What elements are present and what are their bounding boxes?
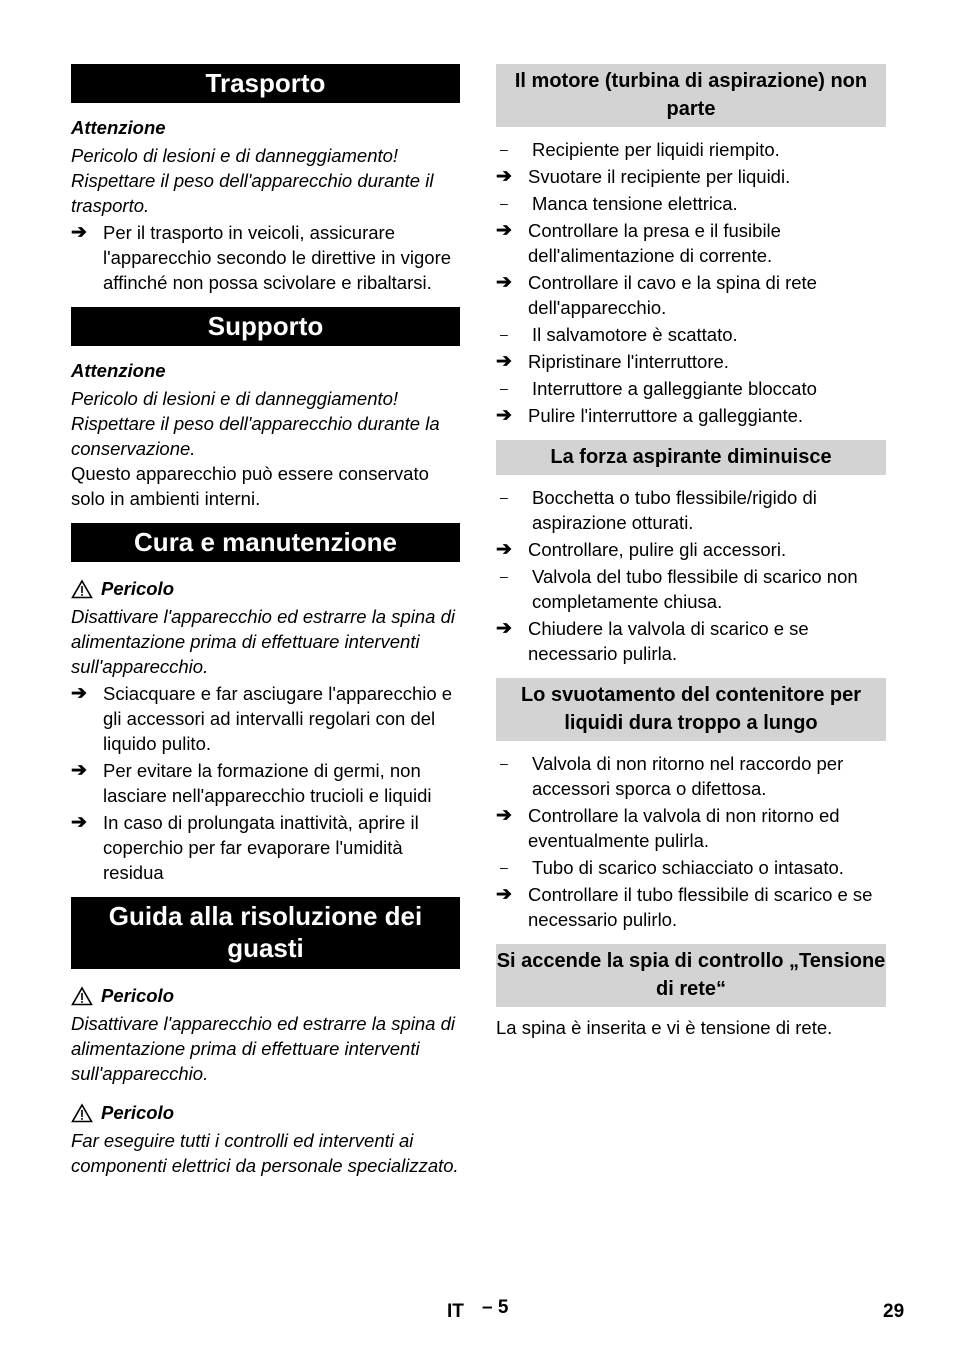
note-text: Pericolo di lesioni e di danneggiamento! Rispettare il peso dell'apparecchio durante il trasporto. [71,145,434,216]
list-item: – Manca tensione elettrica. [496,191,886,216]
list-item: – Tubo di scarico schiacciato o intasato. [496,855,886,880]
list-item: – Interruttore a galleggiante bloccato [496,376,886,401]
arrow-icon: ➔ [496,220,512,241]
section-title-forza: La forza aspirante diminuisce [496,440,886,475]
warning-label: Pericolo [101,578,174,599]
note-text: Pericolo di lesioni e di danneggiamento! Rispettare il peso dell'apparecchio durante la conservazione. [71,388,440,459]
section-title-motore: Il motore (turbina di aspirazione) non parte [496,64,886,127]
dash-icon: – [500,326,508,342]
warning-text: Far eseguire tutti i controlli ed interventi ai componenti elettrici da personale specializzato. [71,1130,459,1176]
warning-label: Pericolo [101,985,174,1006]
troubleshoot-list [496,137,886,428]
warning-heading [71,576,460,601]
footer-sub-page: – 5 [482,1297,509,1318]
list-item: – Il salvamotore è scattato. [496,322,886,347]
left-column [71,64,460,1178]
section-title-spia: Si accende la spia di controllo „Tensione di rete“ [496,944,886,1007]
warning-text: Disattivare l'apparecchio ed estrarre la spina di alimentazione prima di effettuare interventi sull'apparecchio. [71,606,456,677]
warning-triangle-icon [71,579,93,599]
list-item: ➔ Controllare il cavo e la spina di rete dell'apparecchio. [496,272,817,318]
warning-heading [71,1100,460,1125]
dash-icon: – [500,859,508,875]
section-title-svuotamento: Lo svuotamento del contenitore per liquidi dura troppo a lungo [496,678,886,741]
list-item: ➔ Ripristinare l'interruttore. [496,351,729,372]
section-title-guida: Guida alla risoluzione dei guasti [71,897,460,969]
list-item: ➔ Per evitare la formazione di germi, non lasciare nell'apparecchio trucioli e liquidi [71,760,432,806]
troubleshoot-list [496,751,886,932]
list-item: – Bocchetta o tubo flessibile/rigido di aspirazione otturati. [496,485,886,535]
arrow-icon: ➔ [496,539,512,560]
footer-language: IT [447,1301,464,1322]
dash-icon: – [500,141,508,157]
arrow-icon: ➔ [496,618,512,639]
right-column [496,64,886,1040]
list-item: ➔ Per il trasporto in veicoli, assicurare l'apparecchio secondo le direttive in vigore affinché non possa scivolare e ribaltarsi. [71,222,452,293]
list-item: ➔ Svuotare il recipiente per liquidi. [496,166,791,187]
list-item: ➔ Controllare la presa e il fusibile dell'alimentazione di corrente. [496,220,781,266]
list-item: ➔ Sciacquare e far asciugare l'apparecchio e gli accessori ad intervalli regolari con del liquido pulito. [71,683,453,754]
dash-icon: – [500,380,508,396]
list-item: ➔ Controllare il tubo flessibile di scarico e se necessario pulirlo. [496,884,873,930]
warning-heading [71,983,460,1008]
paragraph: Questo apparecchio può essere conservato solo in ambienti interni. [71,463,429,509]
warning-text: Disattivare l'apparecchio ed estrarre la spina di alimentazione prima di effettuare interventi sull'apparecchio. [71,1013,456,1084]
arrow-icon: ➔ [496,405,512,426]
note-label: Attenzione [71,117,166,138]
footer-page-number: 29 [883,1301,905,1322]
dash-icon: – [500,568,508,584]
dash-icon: – [500,489,508,505]
dash-icon: – [500,755,508,771]
arrow-icon: ➔ [71,760,87,781]
arrow-icon: ➔ [496,166,512,187]
arrow-icon: ➔ [496,805,512,826]
troubleshoot-list [496,485,886,666]
arrow-icon: ➔ [496,351,512,372]
list-item: ➔ Pulire l'interruttore a galleggiante. [496,405,804,426]
arrow-icon: ➔ [71,222,87,243]
warning-label: Pericolo [101,1102,174,1123]
list-item: – Recipiente per liquidi riempito. [496,137,886,162]
warning-triangle-icon [71,986,93,1006]
list-item: ➔ Controllare la valvola di non ritorno ed eventualmente pulirla. [496,805,840,851]
section-title-supporto: Supporto [71,307,460,346]
arrow-icon: ➔ [71,683,87,704]
section-title-trasporto: Trasporto [71,64,460,103]
list-item: – Valvola di non ritorno nel raccordo per accessori sporca o difettosa. [496,751,886,801]
arrow-icon: ➔ [496,272,512,293]
list-item: ➔ In caso di prolungata inattività, aprire il coperchio per far evaporare l'umidità residua [71,812,419,883]
dash-icon: – [500,195,508,211]
warning-triangle-icon [71,1103,93,1123]
note-label: Attenzione [71,360,166,381]
list-item: ➔ Chiudere la valvola di scarico e se necessario pulirla. [496,618,809,664]
section-title-cura: Cura e manutenzione [71,523,460,562]
paragraph: La spina è inserita e vi è tensione di rete. [496,1017,833,1038]
list-item: – Valvola del tubo flessibile di scarico non completamente chiusa. [496,564,886,614]
arrow-icon: ➔ [496,884,512,905]
list-item: ➔ Controllare, pulire gli accessori. [496,539,787,560]
arrow-icon: ➔ [71,812,87,833]
